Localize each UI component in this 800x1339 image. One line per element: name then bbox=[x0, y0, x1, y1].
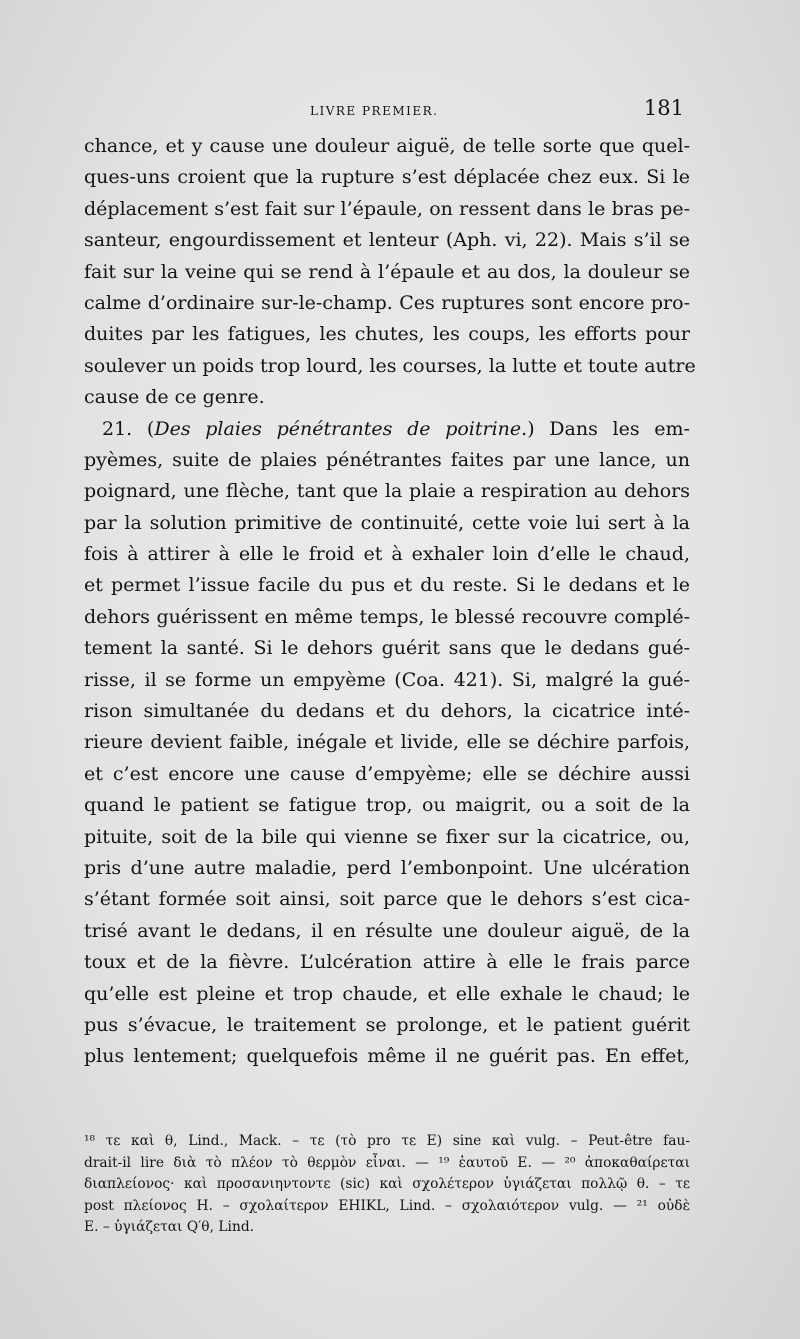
text-line: dehors guérissent en même temps, le blessé recouvre complé- bbox=[84, 605, 690, 628]
section-number: 21. bbox=[102, 417, 133, 440]
section-line-rest: ) Dans les em- bbox=[527, 417, 690, 440]
text-line: trisé avant le dedans, il en résulte une douleur aiguë, de la bbox=[84, 919, 690, 942]
text-line: par la solution primitive de continuité, cette voie lui sert à la bbox=[84, 511, 690, 534]
text-line: cause de ce genre. bbox=[84, 386, 265, 409]
section-title: Des plaies pénétrantes de poitrine. bbox=[154, 417, 528, 440]
text-line: fois à attirer à elle le froid et à exhaler loin d’elle le chaud, bbox=[84, 543, 690, 566]
text-line: et c’est encore une cause d’empyème; elle se déchire aussi bbox=[84, 762, 690, 785]
text-line: fait sur la veine qui se rend à l’épaule et au dos, la douleur se bbox=[84, 260, 690, 283]
text-line: qu’elle est pleine et trop chaude, et elle exhale le chaud; le bbox=[84, 982, 690, 1005]
footnotes bbox=[84, 1131, 690, 1239]
text-line: toux et de la fièvre. L’ulcération attire à elle le frais parce bbox=[84, 951, 690, 974]
text-line: pyèmes, suite de plaies pénétrantes faites par une lance, un bbox=[84, 448, 690, 471]
section-heading-line bbox=[84, 414, 690, 445]
text-line: tement la santé. Si le dehors guérit sans que le dedans gué- bbox=[84, 637, 690, 660]
footnote-line: post πλείονος H. – σχολαίτερον EHIKL, Lind. – σχολαιότερον vulg. — ²¹ οὐδὲ bbox=[84, 1197, 690, 1214]
text-line: pituite, soit de la bile qui vienne se fixer sur la cicatrice, ou, bbox=[84, 825, 690, 848]
text-line: rison simultanée du dedans et du dehors, la cicatrice inté- bbox=[84, 700, 690, 723]
text-line: rieure devient faible, inégale et livide, elle se déchire parfois, bbox=[84, 731, 690, 754]
page-header bbox=[84, 96, 690, 126]
footnote-line: διαπλείονος· καὶ προσανιηντοντε (sic) καὶ σχολέτερον ὑγιάζεται πολλῷ θ. – τε bbox=[84, 1176, 690, 1193]
page-number: 181 bbox=[643, 96, 684, 120]
text-line: santeur, engourdissement et lenteur (Aph. vi, 22). Mais s’il se bbox=[84, 229, 690, 252]
body-text bbox=[84, 131, 696, 1073]
text-line: pris d’une autre maladie, perd l’embonpoint. Une ulcération bbox=[84, 856, 690, 879]
text-line: pus s’évacue, le traitement se prolonge, et le patient guérit bbox=[84, 1013, 690, 1036]
text-line: duites par les fatigues, les chutes, les coups, les efforts pour bbox=[84, 323, 690, 346]
text-line: quand le patient se fatigue trop, ou maigrit, ou a soit de la bbox=[84, 794, 690, 817]
text-line: poignard, une flèche, tant que la plaie a respiration au dehors bbox=[84, 480, 690, 503]
text-line: risse, il se forme un empyème (Coa. 421). Si, malgré la gué- bbox=[84, 668, 690, 691]
text-line: ques-uns croient que la rupture s’est déplacée chez eux. Si le bbox=[84, 166, 690, 189]
running-title: LIVRE PREMIER. bbox=[310, 104, 439, 118]
text-line: chance, et y cause une douleur aiguë, de telle sorte que quel- bbox=[84, 135, 690, 157]
footnote-line: ¹⁸ τε καὶ θ, Lind., Mack. – τε (τὸ pro τε E) sine καὶ vulg. – Peut-être fau- bbox=[84, 1133, 690, 1149]
footnote-line: drait-il lire διὰ τὸ πλέον τὸ θερμὸν εἶναι. — ¹⁹ ἑαυτοῦ E. — ²⁰ ἀποκαθαίρεται bbox=[84, 1154, 690, 1171]
text-line: déplacement s’est fait sur l’épaule, on ressent dans le bras pe- bbox=[84, 197, 690, 220]
text-line: calme d’ordinaire sur-le-champ. Ces ruptures sont encore pro- bbox=[84, 291, 690, 314]
section-open-paren: ( bbox=[146, 417, 155, 440]
text-line: plus lentement; quelquefois même il ne guérit pas. En effet, bbox=[84, 1045, 690, 1068]
text-line: s’étant formée soit ainsi, soit parce que le dehors s’est cica- bbox=[84, 888, 690, 911]
footnote-line: E. – ὑγιάζεται Q′θ, Lind. bbox=[84, 1219, 255, 1236]
text-line: et permet l’issue facile du pus et du reste. Si le dedans et le bbox=[84, 574, 690, 597]
text-line: soulever un poids trop lourd, les courses, la lutte et toute autre bbox=[84, 354, 696, 377]
